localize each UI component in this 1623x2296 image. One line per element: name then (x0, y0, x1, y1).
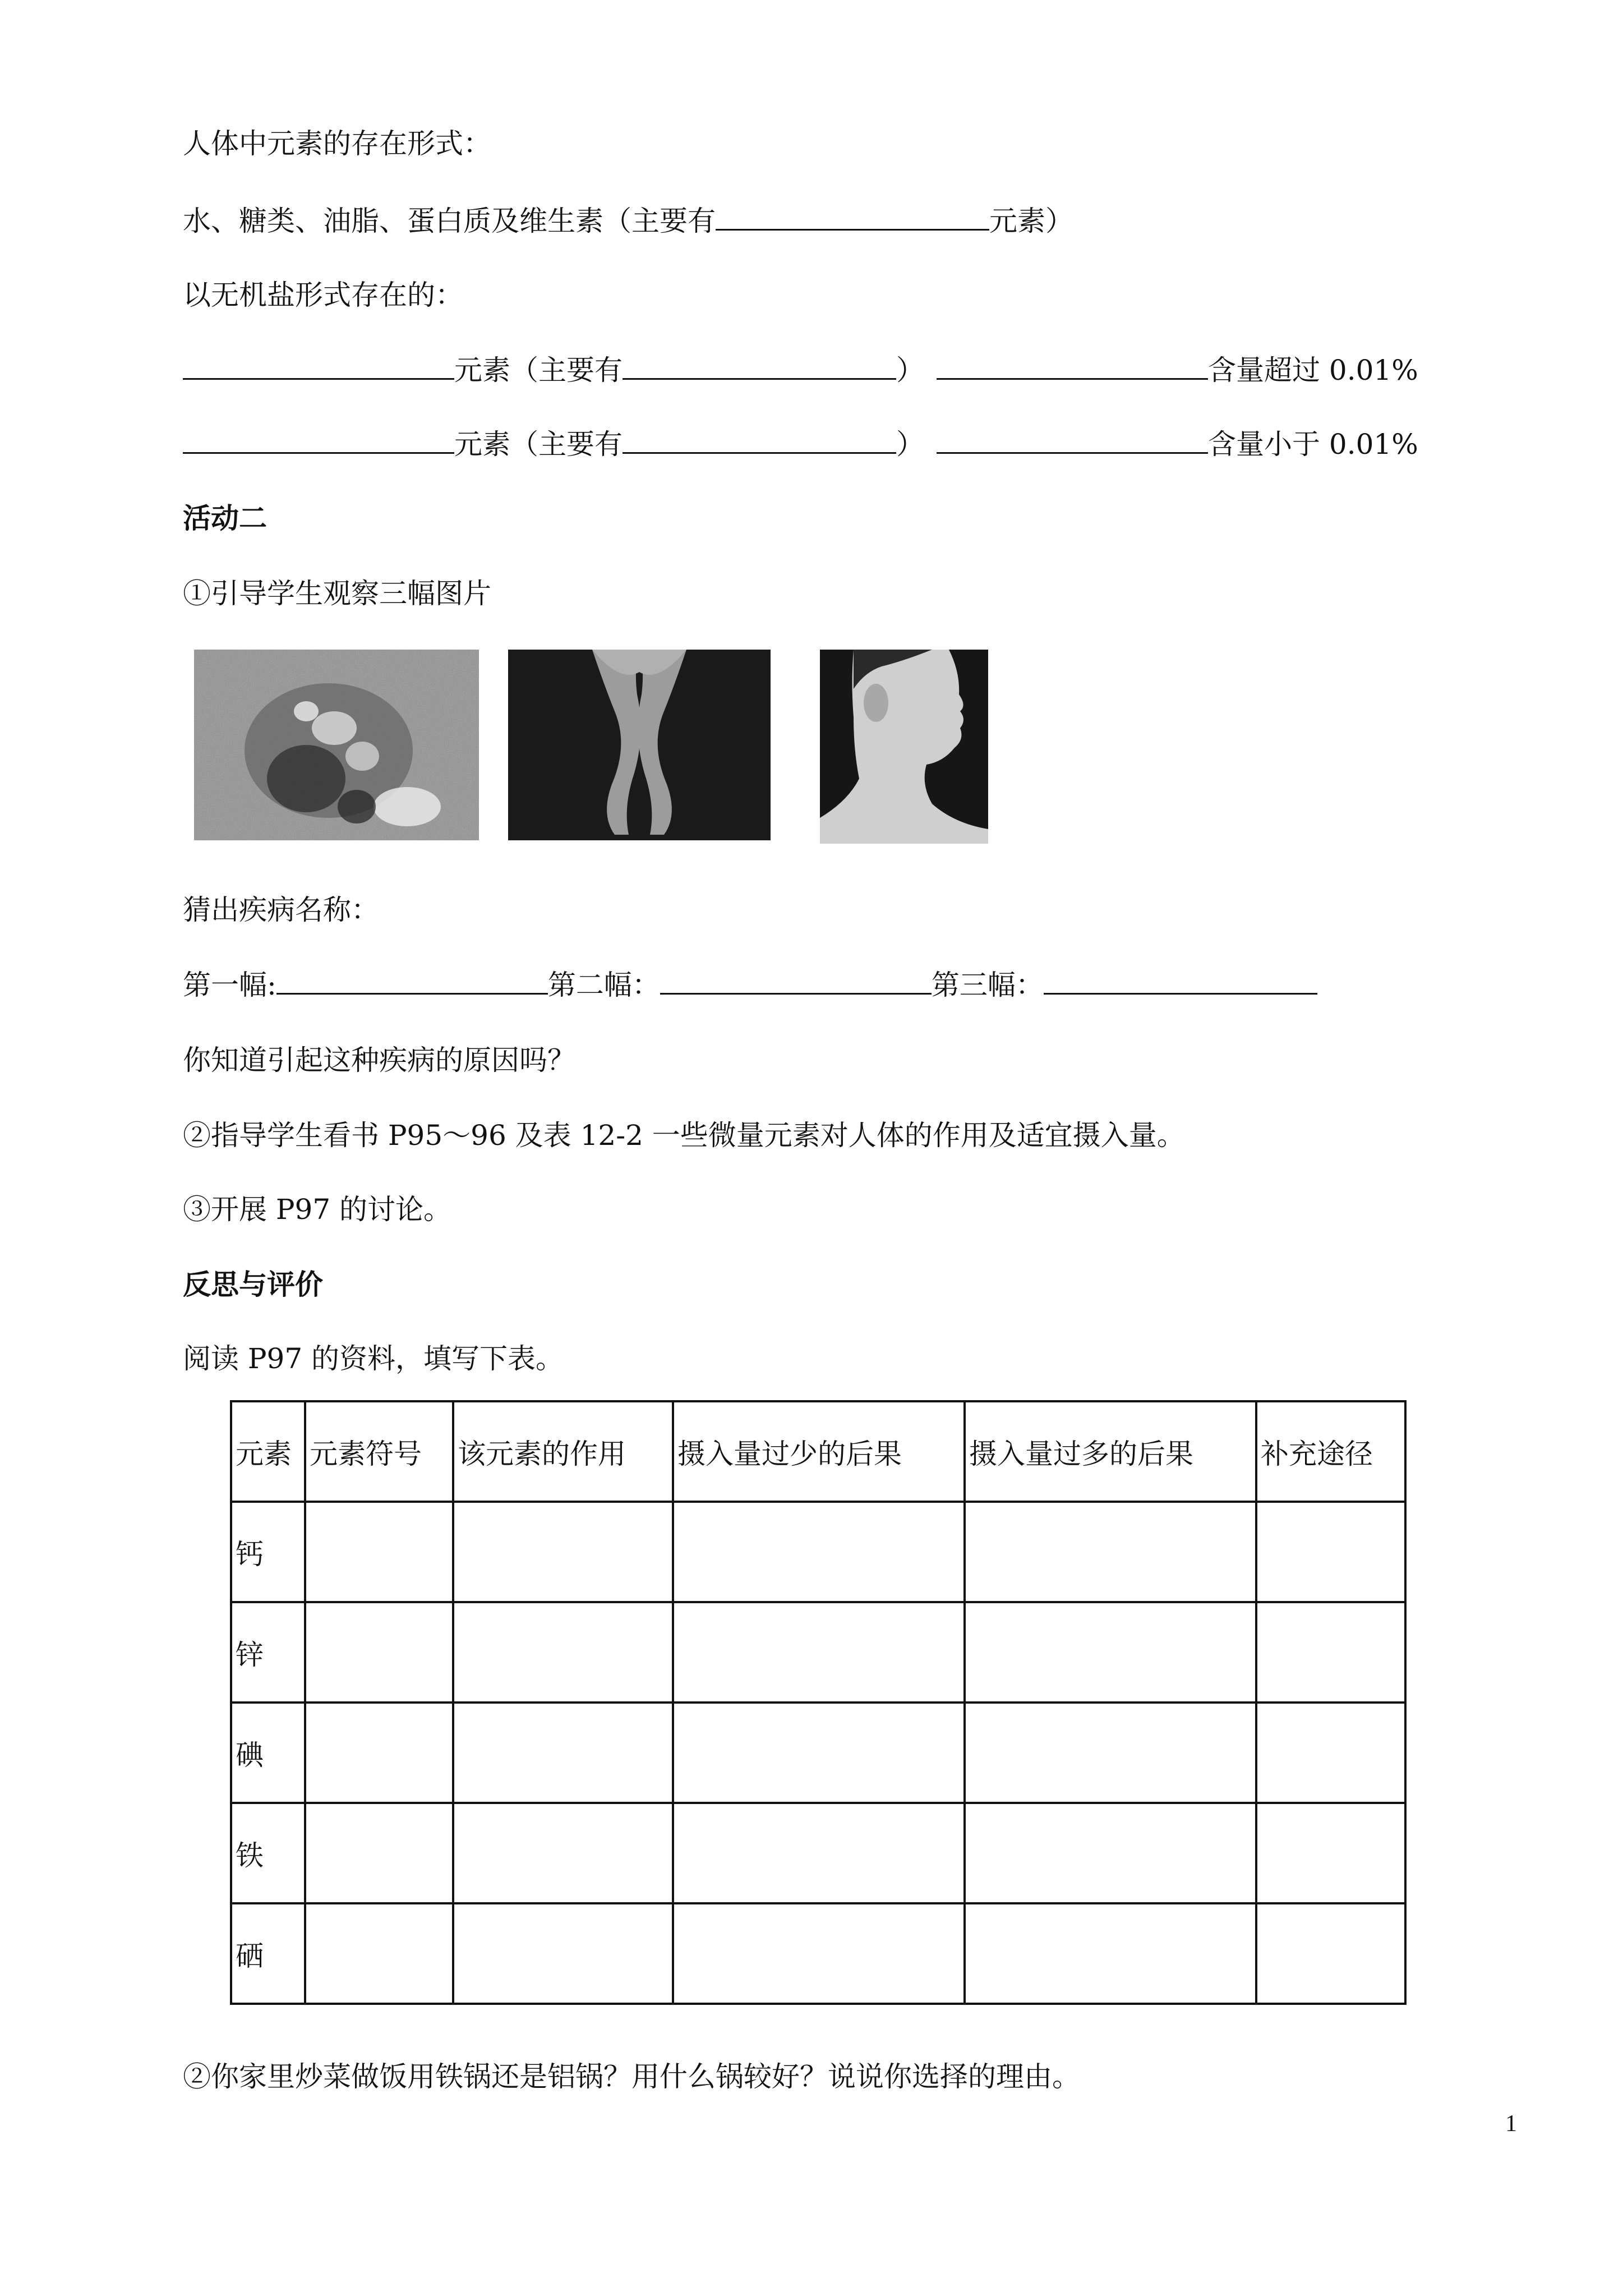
teeth-photo-graphic (194, 650, 479, 840)
text: 第二幅： (547, 969, 660, 1001)
table-cell[interactable] (673, 1903, 965, 2004)
intro-line (183, 127, 491, 160)
text: ②指导学生看书 P95～96 及表 12-2 一些微量元素对人体的作用及适宜摄入量。 (183, 1119, 1185, 1152)
first-answer-blank[interactable] (276, 968, 548, 995)
page-number: 1 (1505, 2111, 1517, 2137)
text: 含量超过 0.01% (1208, 354, 1418, 386)
second-answer-blank[interactable] (660, 968, 932, 995)
text: 水、糖类、油脂、蛋白质及维生素（主要有 (183, 205, 716, 237)
table-row (231, 1502, 1405, 1602)
table-cell[interactable] (453, 1602, 673, 1703)
instruction-line (183, 1119, 1185, 1152)
text: ） (896, 428, 924, 461)
table-cell[interactable] (673, 1803, 965, 1903)
text: 以无机盐形式存在的： (183, 279, 463, 311)
table-cell[interactable] (453, 1502, 673, 1602)
third-answer-blank[interactable] (1044, 968, 1317, 995)
fill-blank[interactable] (183, 353, 454, 380)
table-cell[interactable] (673, 1502, 965, 1602)
text: 元素） (989, 205, 1073, 237)
table-row (231, 1903, 1405, 2004)
teeth-photo (194, 650, 479, 840)
fill-blank[interactable] (937, 427, 1208, 454)
neck-profile-graphic (820, 650, 988, 844)
table-header-row (231, 1401, 1405, 1502)
table-cell[interactable] (965, 1803, 1256, 1903)
table-cell[interactable] (453, 1803, 673, 1903)
table-row (231, 1803, 1405, 1903)
question-line (183, 2060, 1080, 2093)
row-label: 锌 (231, 1602, 305, 1703)
table-cell[interactable] (965, 1502, 1256, 1602)
table-cell[interactable] (1256, 1903, 1405, 2004)
text: 反思与评价 (183, 1268, 323, 1301)
fill-blank[interactable] (716, 204, 989, 231)
fill-blank[interactable] (937, 353, 1208, 380)
section-heading (183, 1268, 323, 1301)
organic-line (183, 204, 1073, 238)
text: 人体中元素的存在形式： (183, 127, 491, 160)
table-cell[interactable] (453, 1703, 673, 1803)
text: 含量小于 0.01% (1208, 428, 1418, 461)
row-label: 铁 (231, 1803, 305, 1903)
text: ②你家里炒菜做饭用铁锅还是铝锅？用什么锅较好？说说你选择的理由。 (183, 2060, 1080, 2093)
neck-profile-photo (820, 650, 988, 844)
instruction-line (183, 1193, 451, 1226)
text: 猜出疾病名称： (183, 894, 379, 926)
table-cell[interactable] (305, 1703, 453, 1803)
inorganic-line (183, 278, 463, 312)
text: 元素（主要有 (454, 354, 623, 386)
guess-prompt (183, 893, 379, 927)
table-cell[interactable] (305, 1903, 453, 2004)
text: 你知道引起这种疾病的原因吗？ (183, 1044, 575, 1076)
answer-line (183, 968, 1317, 1002)
legs-photo (508, 650, 771, 840)
table-header: 补充途径 (1256, 1401, 1405, 1502)
table-row (231, 1703, 1405, 1803)
table-cell[interactable] (1256, 1803, 1405, 1903)
table-cell[interactable] (305, 1602, 453, 1703)
legs-photo-graphic (508, 650, 771, 840)
text: 阅读 P97 的资料，填写下表。 (183, 1342, 564, 1375)
question-line (183, 1043, 575, 1077)
table-header: 元素 (231, 1401, 305, 1502)
table-header: 摄入量过少的后果 (673, 1401, 965, 1502)
table-header: 该元素的作用 (453, 1401, 673, 1502)
row-label: 硒 (231, 1903, 305, 2004)
table-cell[interactable] (305, 1502, 453, 1602)
table-row (231, 1602, 1405, 1703)
table-header: 摄入量过多的后果 (965, 1401, 1256, 1502)
table-cell[interactable] (965, 1903, 1256, 2004)
table-cell[interactable] (1256, 1602, 1405, 1703)
table-cell[interactable] (673, 1602, 965, 1703)
table-cell[interactable] (965, 1703, 1256, 1803)
text: 元素（主要有 (454, 428, 623, 461)
section-heading (183, 501, 267, 535)
element-table (230, 1400, 1407, 2005)
table-cell[interactable] (1256, 1703, 1405, 1803)
table-cell[interactable] (965, 1602, 1256, 1703)
text: ①引导学生观察三幅图片 (183, 577, 491, 610)
row-label: 钙 (231, 1502, 305, 1602)
instruction-line (183, 577, 491, 610)
table-cell[interactable] (453, 1903, 673, 2004)
table-cell[interactable] (305, 1803, 453, 1903)
instruction-line (183, 1342, 564, 1375)
trace-element-line (183, 427, 1418, 461)
fill-blank[interactable] (623, 427, 896, 454)
row-label: 碘 (231, 1703, 305, 1803)
macro-element-line (183, 353, 1418, 387)
text: ③开展 P97 的讨论。 (183, 1193, 452, 1226)
table-cell[interactable] (1256, 1502, 1405, 1602)
fill-blank[interactable] (623, 353, 896, 380)
text: 活动二 (183, 502, 267, 535)
text: 第三幅： (931, 969, 1044, 1001)
text: 第一幅: (183, 969, 276, 1001)
table-cell[interactable] (673, 1703, 965, 1803)
text: ） (896, 354, 924, 386)
table-header: 元素符号 (305, 1401, 453, 1502)
fill-blank[interactable] (183, 427, 454, 454)
